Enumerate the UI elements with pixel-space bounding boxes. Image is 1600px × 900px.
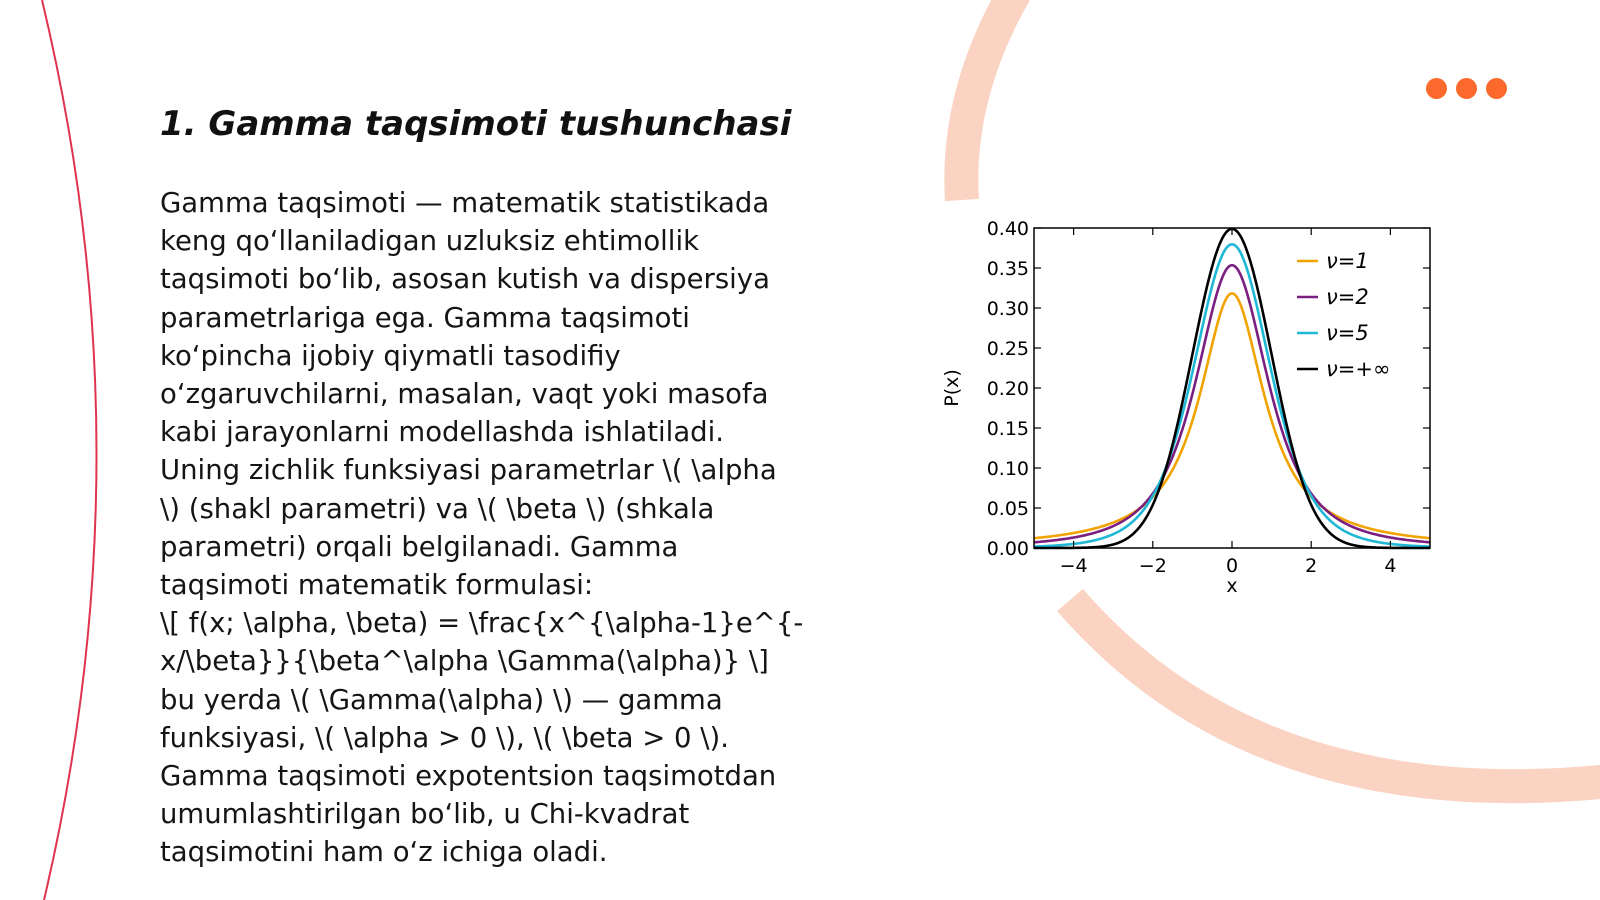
body-line: Gamma taqsimoti expotentsion taqsimotdan	[160, 760, 777, 793]
y-tick-label: 0.20	[986, 378, 1029, 400]
plot-frame	[1034, 228, 1430, 548]
y-tick-label: 0.25	[986, 338, 1029, 360]
y-axis-label: P(x)	[941, 369, 963, 407]
dots-decoration	[1426, 78, 1507, 99]
slide-title: 1. Gamma taqsimoti tushunchasi	[160, 104, 792, 144]
y-tick-label: 0.00	[986, 538, 1029, 560]
legend-label: ν=5	[1326, 321, 1369, 345]
body-line: umumlashtirilgan bo‘lib, u Chi-kvadrat	[160, 798, 690, 831]
body-line: funksiyasi, \( \alpha > 0 \), \( \beta > 0 \).	[160, 721, 729, 754]
body-line: Gamma taqsimoti — matematik statistikada	[160, 187, 770, 219]
top-arc-decoration	[961, 0, 1022, 200]
body-line: Uning zichlik funksiyasi parametrlar \( \alpha	[160, 454, 777, 487]
legend-label: ν=+∞	[1326, 357, 1391, 381]
dot	[1456, 78, 1477, 99]
body-line: taqsimoti bo‘lib, asosan kutish va dispersiya	[160, 263, 770, 296]
body-line: x/\beta}}{\beta^\alpha \Gamma(\alpha)} \]	[160, 645, 769, 678]
body-line: parametrlariga ega. Gamma taqsimoti	[160, 301, 690, 334]
y-tick-label: 0.35	[986, 258, 1029, 280]
x-tick-label: 4	[1384, 555, 1397, 577]
body-line: o‘zgaruvchilarni, masalan, vaqt yoki masofa	[160, 378, 769, 411]
x-tick-label: 2	[1305, 555, 1318, 577]
series-line	[1034, 229, 1430, 548]
dot	[1426, 78, 1447, 99]
y-tick-label: 0.10	[986, 458, 1029, 480]
x-tick-label: −4	[1059, 555, 1088, 577]
body-line: keng qo‘llaniladigan uzluksiz ehtimollik	[160, 225, 700, 258]
legend-label: ν=2	[1326, 285, 1369, 309]
body-line: kabi jarayonlarni modellashda ishlatiladi.	[160, 416, 725, 449]
body-line: ko‘pincha ijobiy qiymatli tasodifiy	[160, 339, 621, 372]
body-line: bu yerda \( \Gamma(\alpha) \) — gamma	[160, 683, 723, 716]
x-axis-label: x	[1226, 575, 1238, 597]
x-tick-label: 0	[1225, 555, 1239, 577]
y-tick-label: 0.05	[986, 498, 1029, 520]
body-line: parametri) orqali belgilanadi. Gamma	[160, 530, 679, 563]
series-line	[1034, 244, 1430, 546]
body-line: taqsimoti matematik formulasi:	[160, 569, 594, 602]
y-tick-label: 0.30	[986, 298, 1029, 320]
distribution-chart	[940, 214, 1440, 604]
bottom-arc-decoration	[1070, 600, 1600, 786]
y-tick-label: 0.40	[986, 218, 1029, 240]
body-line: taqsimotini ham o‘z ichiga oladi.	[160, 836, 608, 869]
body-paragraph	[160, 184, 860, 872]
y-tick-label: 0.15	[986, 418, 1029, 440]
body-line: \) (shakl parametri) va \( \beta \) (shkala	[160, 492, 715, 525]
body-line: \[ f(x; \alpha, \beta) = \frac{x^{\alpha-1}e^{-	[160, 607, 804, 640]
series-line	[1034, 293, 1430, 538]
dot	[1486, 78, 1507, 99]
series-line	[1034, 265, 1430, 542]
left-border-curve	[42, 0, 97, 900]
legend-label: ν=1	[1326, 249, 1369, 273]
x-tick-label: −2	[1138, 555, 1167, 577]
